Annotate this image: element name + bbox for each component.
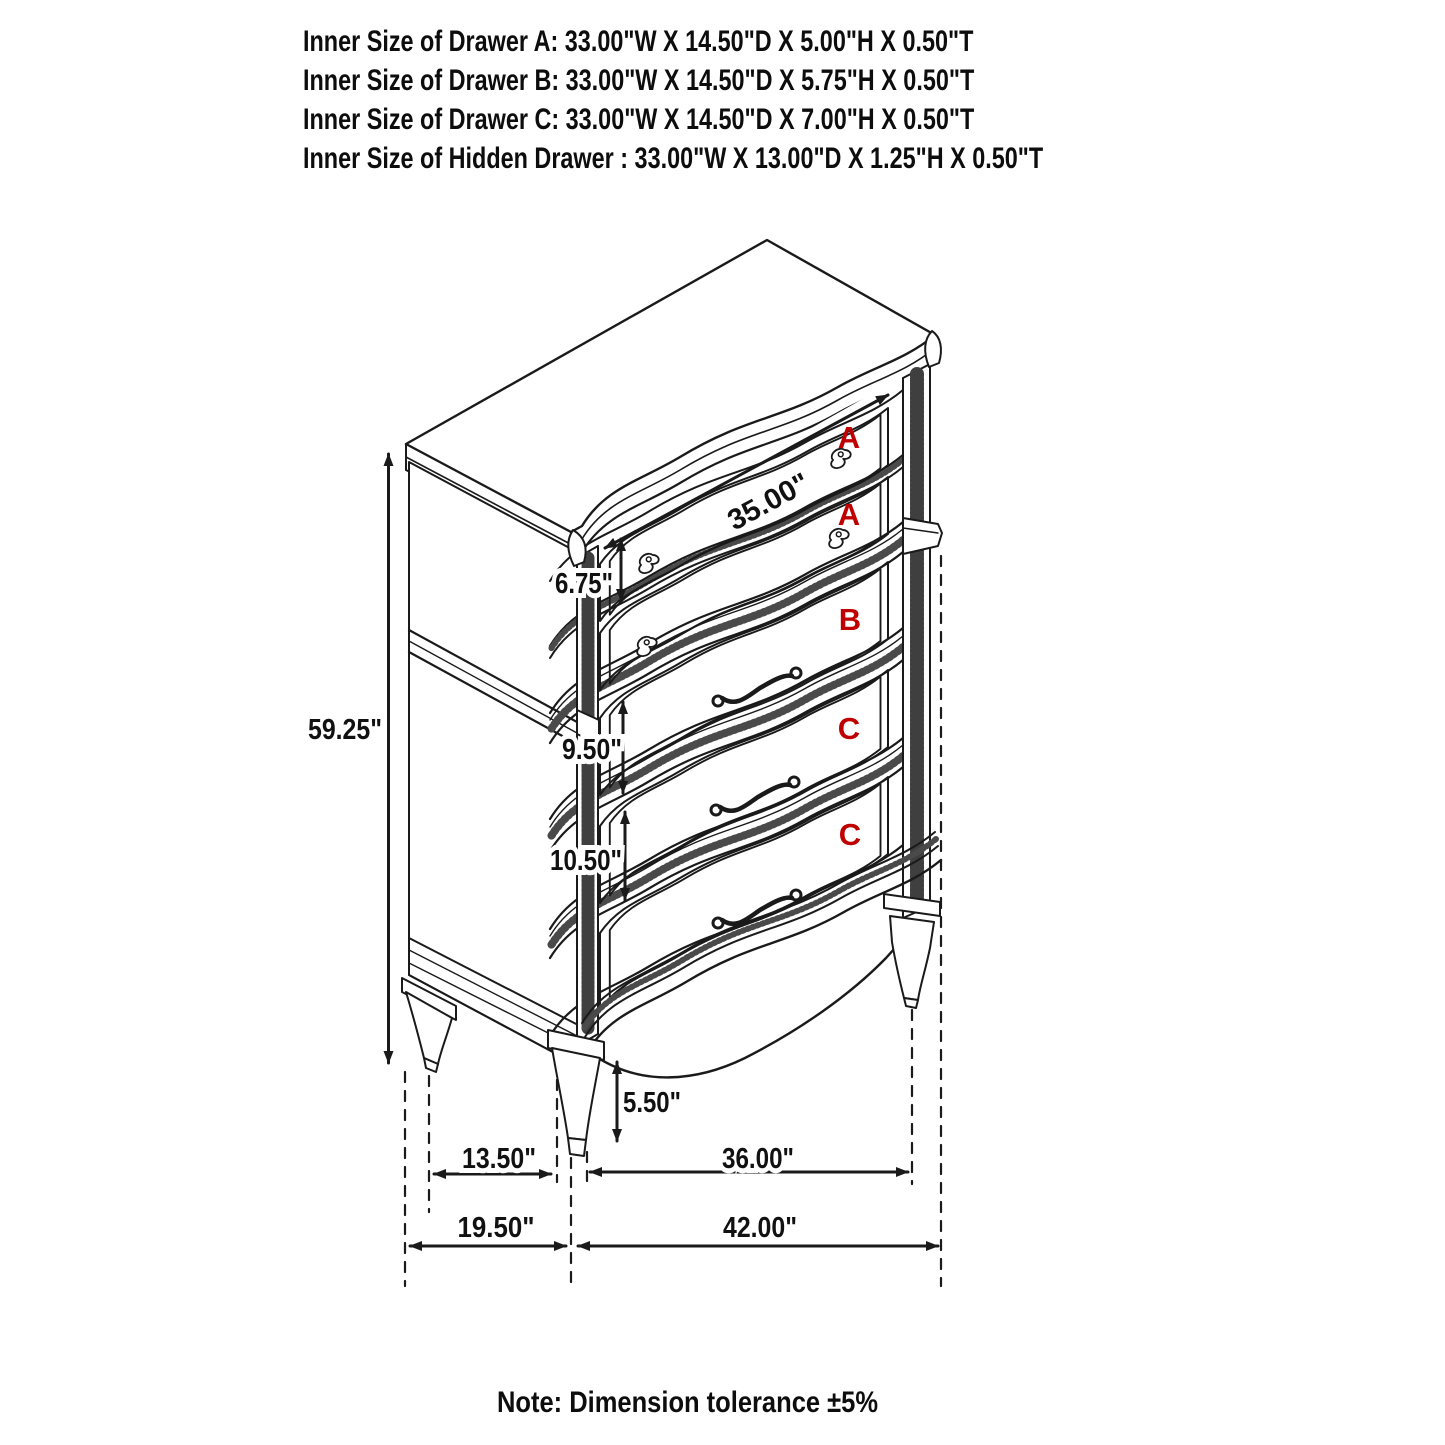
drawer-label-c1: C xyxy=(837,711,861,746)
dim-front-leg-spacing-label: 36.00" xyxy=(722,1143,794,1175)
dim-side-leg-spacing-label: 13.50" xyxy=(462,1143,536,1175)
right-pilaster xyxy=(903,364,942,918)
spec-hidden-drawer: Inner Size of Hidden Drawer : 33.00"W X 13.00"D X 1.25"H X 0.50"T xyxy=(303,142,1044,175)
dim-top-drawer-width-label: 35.00" xyxy=(722,467,814,538)
drawer-label-c2: C xyxy=(838,817,862,852)
spec-drawer-c: Inner Size of Drawer C: 33.00"W X 14.50"D X 7.00"H X 0.50"T xyxy=(303,103,975,136)
top-front-right-horn xyxy=(925,331,941,367)
dim-leg-height-label: 5.50" xyxy=(623,1087,681,1119)
dim-depth-label: 19.50" xyxy=(457,1212,535,1244)
spec-drawer-a: Inner Size of Drawer A: 33.00"W X 14.50"D X 5.00"H X 0.50"T xyxy=(303,25,974,58)
drawer-label-a1: A xyxy=(837,420,861,455)
top-front-left-horn xyxy=(568,530,585,566)
spec-drawer-b: Inner Size of Drawer B: 33.00"W X 14.50"D X 5.75"H X 0.50"T xyxy=(303,64,975,97)
tolerance-note: Note: Dimension tolerance ±5% xyxy=(497,1386,878,1419)
drawer-spec-list xyxy=(303,22,1043,178)
dim-drawer-a-label: 6.75" xyxy=(555,568,613,600)
dim-drawer-b-label: 9.50" xyxy=(562,734,622,766)
left-pilaster xyxy=(577,546,599,1065)
dim-drawer-c-label: 10.50" xyxy=(550,845,622,877)
dim-height-label: 59.25" xyxy=(308,714,382,746)
drawer-label-b: B xyxy=(838,602,862,637)
chest-left-side xyxy=(409,462,585,1065)
dim-width-label: 42.00" xyxy=(723,1212,797,1244)
drawer-label-a2: A xyxy=(837,497,861,532)
